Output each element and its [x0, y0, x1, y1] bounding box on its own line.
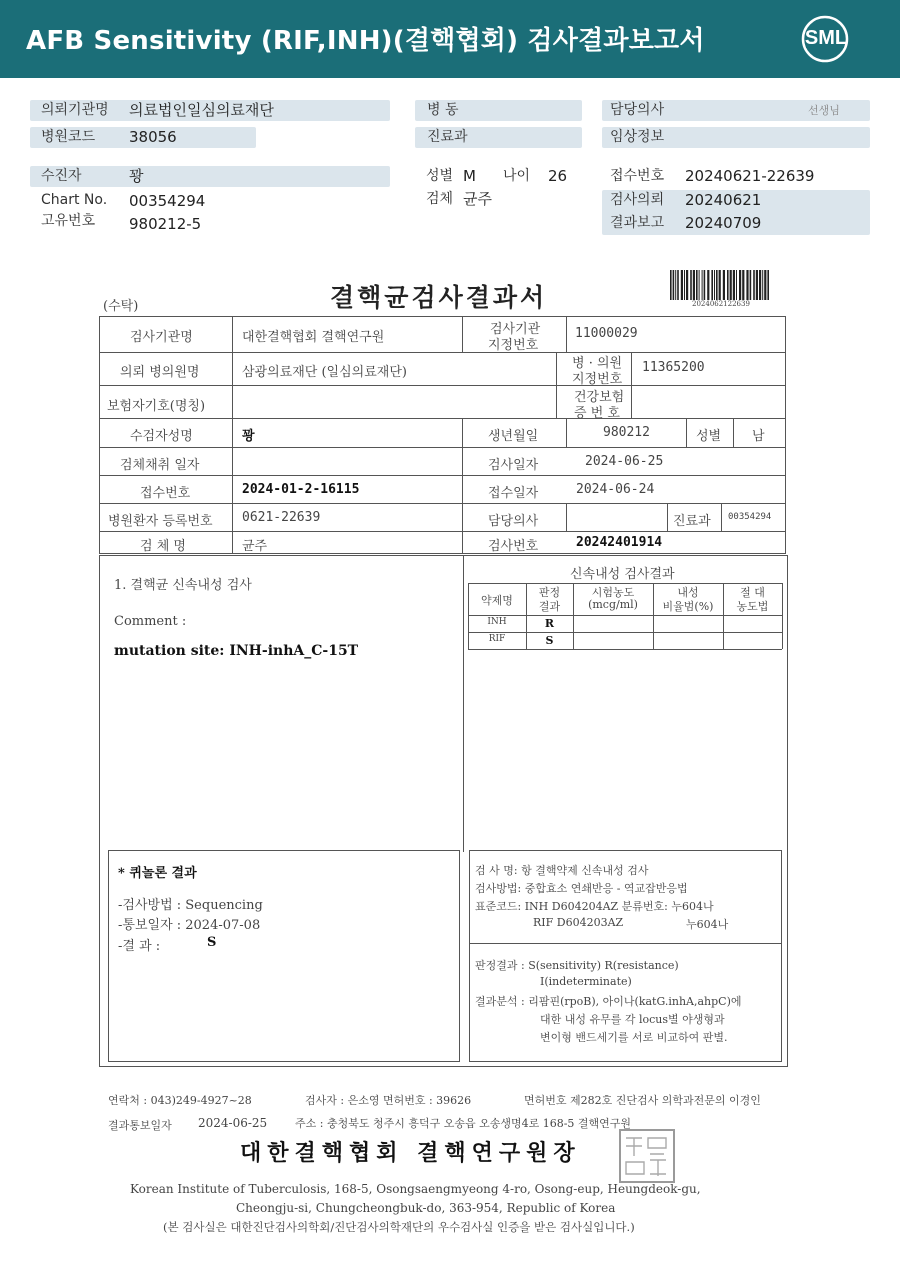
hosp-no-value: 11365200 [642, 360, 705, 375]
report-header [0, 0, 900, 78]
footer-address: 주소 : 충청북도 청주시 흥덕구 오송읍 오송생명4로 168-5 결핵연구원 [295, 1117, 632, 1130]
method-line-4: RIF D604203AZ [533, 916, 624, 929]
patient-bar [30, 166, 390, 187]
receipt-value: 20240621-22639 [685, 167, 815, 185]
footer-license: 면허번호 제282호 진단검사 의학과전문의 이경인 [524, 1094, 761, 1107]
spec-label: 검 체 명 [140, 539, 186, 554]
rapid-table-line [468, 615, 782, 616]
method-line-3: 표준코드: INH D604204AZ 분류번호: 누604나 [475, 900, 714, 913]
id-label: 고유번호 [41, 213, 96, 229]
report-date-value: 20240709 [685, 214, 762, 232]
doctor-label: 담당의사 [610, 102, 665, 118]
scan-doctor-label: 담당의사 [488, 514, 539, 529]
inst-no-label-1: 검사기관 [490, 322, 541, 337]
footer-notify-label: 결과통보일자 [108, 1119, 172, 1132]
scan-title: 결핵균검사결과서 [330, 283, 548, 312]
quinolone-title: * 퀴놀론 결과 [118, 866, 197, 881]
hosp-value: 삼광의료재단 (일심의료재단) [242, 365, 407, 380]
inst-label: 검사기관명 [130, 330, 193, 345]
rapid-drug-cell: INH [487, 617, 507, 627]
age-label: 나이 [503, 168, 531, 184]
footer-eng-1: Korean Institute of Tuberculosis, 168-5, Osongsaengmyeong 4-ro, Osong-eup, Heungdeok-gu, [130, 1182, 701, 1196]
reg-label: 병원환자 등록번호 [108, 514, 213, 529]
rapid-header-cell: 판정 [538, 586, 561, 599]
rapid-table-line [468, 649, 782, 650]
specimen-value: 균주 [463, 190, 492, 208]
section-title: 1. 결핵균 신속내성 검사 [114, 578, 252, 593]
clinical-label: 임상정보 [610, 129, 665, 145]
logo-text: SML [804, 27, 848, 49]
hosp-no-label-2: 지정번호 [572, 372, 623, 387]
rapid-result-cell: R [544, 617, 555, 630]
chart-value: 00354294 [129, 192, 206, 210]
chart-label: Chart No. [41, 192, 108, 208]
patient-value: 꽝 [129, 167, 144, 185]
inst-value: 대한결핵협회 결핵연구원 [242, 330, 385, 345]
scan-dept-value: 00354294 [728, 512, 772, 522]
hospital-value: 의료법인일심의료재단 [129, 101, 274, 119]
rapid-header-cell: 절 대 [740, 586, 765, 599]
rapid-header-cell: 시험농도 [591, 586, 635, 599]
recv-date-value: 2024-06-24 [576, 482, 655, 497]
rapid-result-table [468, 583, 782, 649]
patient-label: 수진자 [41, 168, 82, 184]
sex-label: 성별 [426, 168, 454, 184]
footer-notify-date: 2024-06-25 [198, 1116, 268, 1130]
report-date-label: 결과보고 [610, 215, 665, 231]
footer-eng-2: Cheongju-si, Chungcheongbuk-do, 363-954, Republic of Korea [236, 1201, 616, 1215]
scan-receipt-value: 2024-01-2-16115 [242, 482, 360, 497]
quinolone-box [108, 850, 460, 1062]
rapid-header-cell: 비율범(%) [662, 600, 714, 613]
method-line-8: 대한 내성 유무를 각 locus별 야생형과 [540, 1013, 725, 1026]
rapid-title: 신속내성 검사결과 [570, 567, 675, 582]
scan-sex-label: 성별 [696, 429, 722, 444]
collect-label: 검체채취 일자 [120, 458, 200, 473]
request-label: 검사의뢰 [610, 192, 665, 208]
rapid-header-cell: 농도법 [736, 600, 769, 613]
code-value: 38056 [129, 128, 177, 146]
birth-value: 980212 [603, 425, 650, 440]
method-line-2: 검사방법: 중합효소 연쇄반응 - 역교잡반응법 [475, 882, 688, 895]
inst-no-value: 11000029 [575, 326, 638, 341]
test-date-label: 검사일자 [488, 458, 539, 473]
ward-label: 병 동 [427, 102, 459, 118]
inst-no-label-2: 지정번호 [488, 338, 539, 353]
dept-label: 진료과 [427, 129, 468, 145]
hosp-label: 의뢰 병의원명 [120, 365, 200, 380]
page-title: AFB Sensitivity (RIF,INH)(결핵협회) 검사결과보고서 [26, 26, 705, 56]
quinolone-result: S [207, 935, 217, 950]
hosp-no-label-1: 병 · 의원 [572, 356, 623, 371]
specimen-label: 검체 [426, 191, 454, 207]
footer-contact: 연락처 : 043)249-4927~28 [108, 1094, 252, 1107]
method-line-5: 판정결과 : S(sensitivity) R(resistance) [475, 959, 679, 972]
method-line-6: I(indeterminate) [540, 975, 632, 988]
rapid-drug-cell: RIF [488, 634, 506, 644]
rapid-header-cell: 결과 [538, 600, 561, 613]
quinolone-date: -통보일자 : 2024-07-08 [118, 918, 261, 933]
sex-value: M [463, 167, 476, 185]
footer-cert: (본 검사실은 대한진단검사의학회/진단검사의학재단의 우수검사실 인증을 받은 검사실입니다.) [163, 1220, 635, 1234]
rapid-result-cell: S [545, 634, 554, 647]
code-label: 병원코드 [41, 129, 96, 145]
mutation-site: mutation site: INH-inhA_C-15T [114, 643, 359, 659]
method-line-7: 결과분석 : 리팜핀(rpoB), 아이나(katG.inhA,ahpC)에 [475, 995, 742, 1008]
method-line-9: 변이형 밴드세기를 서로 비교하여 판별. [540, 1031, 728, 1044]
rapid-header-cell: 내성 [677, 586, 699, 599]
scan-sex-value: 남 [752, 429, 765, 444]
quinolone-method: -검사방법 : Sequencing [118, 898, 263, 913]
barcode-icon [670, 268, 770, 302]
comment-label: Comment : [114, 614, 187, 629]
official-seal-icon [618, 1128, 676, 1184]
birth-label: 생년월일 [488, 429, 539, 444]
scan-dept-label: 진료과 [673, 514, 711, 529]
test-date-value: 2024-06-25 [585, 454, 664, 469]
reg-value: 0621-22639 [242, 510, 321, 525]
ins-card-label-2: 증 번 호 [574, 406, 620, 421]
method-line-1: 검 사 명: 항 결핵약제 신속내성 검사 [475, 864, 649, 877]
recv-date-label: 접수일자 [488, 486, 539, 501]
scan-patient-label: 수검자성명 [130, 429, 193, 444]
footer-org: 대한결핵협회 결핵연구원장 [240, 1141, 581, 1166]
spec-value: 균주 [242, 539, 268, 554]
doctor-suffix: 선생님 [808, 104, 840, 117]
insurer-label: 보험자기호(명칭) [107, 399, 206, 414]
scan-patient-value: 꽝 [242, 429, 255, 444]
quinolone-result-label: -결 과 : [118, 939, 161, 954]
id-value: 980212-5 [129, 215, 202, 233]
test-no-value: 20242401914 [576, 535, 663, 550]
request-value: 20240621 [685, 191, 762, 209]
hospital-label: 의뢰기관명 [41, 102, 109, 118]
barcode-text: 2024062122639 [692, 300, 750, 308]
method-line-4b: 누604나 [686, 918, 729, 931]
rapid-header-cell: 약제명 [481, 594, 513, 607]
receipt-label: 접수번호 [610, 168, 665, 184]
rapid-header-cell: (mcg/ml) [588, 598, 638, 611]
ins-card-label-1: 건강보험 [574, 390, 625, 405]
doc-type: (수탁) [103, 299, 139, 314]
rapid-table-line [468, 632, 782, 633]
scan-receipt-label: 접수번호 [140, 486, 191, 501]
age-value: 26 [548, 167, 568, 185]
test-no-label: 검사번호 [488, 539, 539, 554]
footer-tester: 검사자 : 은소영 면허번호 : 39626 [305, 1094, 472, 1107]
